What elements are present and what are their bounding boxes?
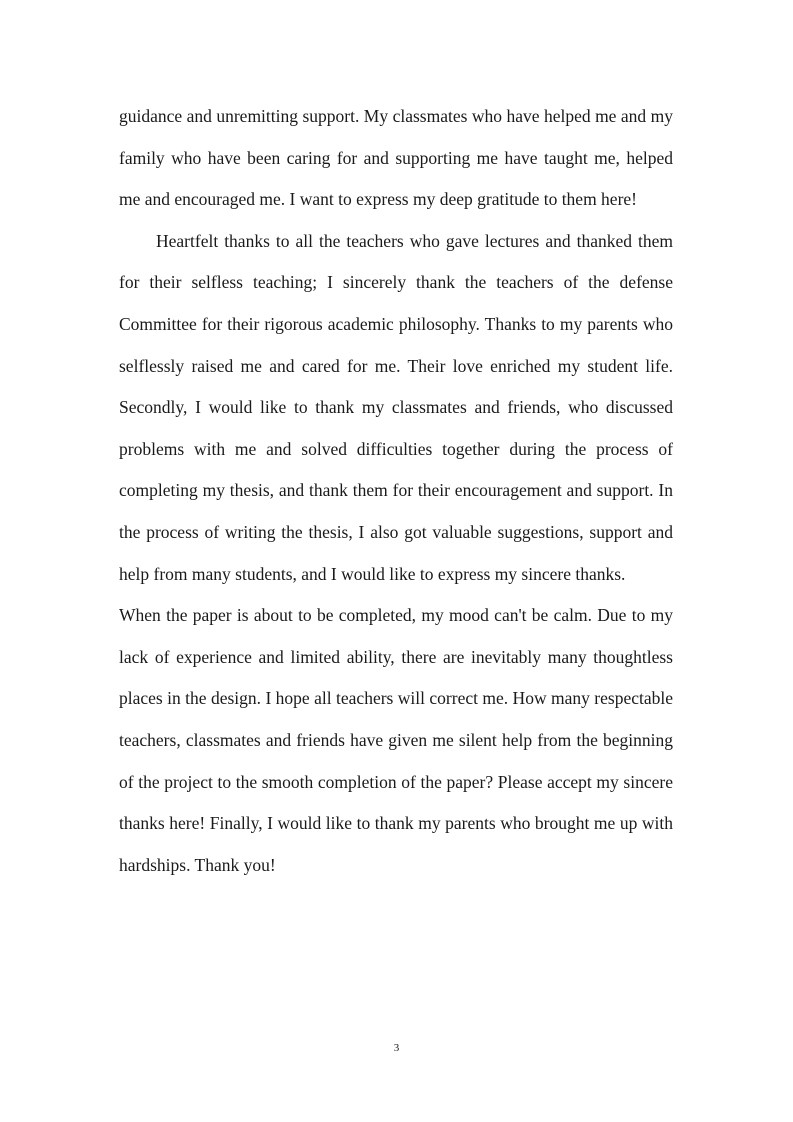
page-number: 3 [393, 1042, 400, 1054]
page-body [119, 96, 673, 886]
paragraph-teachers-thanks: Heartfelt thanks to all the teachers who gave lectures and thanked them for their selfless teaching; I sincerely thank the teachers of the defense Committee for their rigorous academic philosophy. Thanks to my parents who selflessly raised me and cared for me. Their love enriched my student life. Secondly, I would like to thank my classmates and friends, who discussed problems with me and solved difficulties together during the process of completing my thesis, and thank them for their encouragement and support. In the process of writing the thesis, I also got valuable suggestions, support and help from many students, and I would like to express my sincere thanks. [119, 230, 673, 584]
paragraph-closing: When the paper is about to be completed, my mood can't be calm. Due to my lack of experience and limited ability, there are inevitably many thoughtless places in the design. I hope all teachers will correct me. How many respectable teachers, classmates and friends have given me silent help from the beginning of the project to the smooth completion of the paper? Please accept my sincere thanks here! Finally, I would like to thank my parents who brought me up with hardships. Thank you! [119, 605, 673, 875]
paragraph-continuation: guidance and unremitting support. My classmates who have helped me and my family who have been caring for and supporting me have taught me, helped me and encouraged me. I want to express my deep gratitude to them here! [119, 106, 673, 210]
